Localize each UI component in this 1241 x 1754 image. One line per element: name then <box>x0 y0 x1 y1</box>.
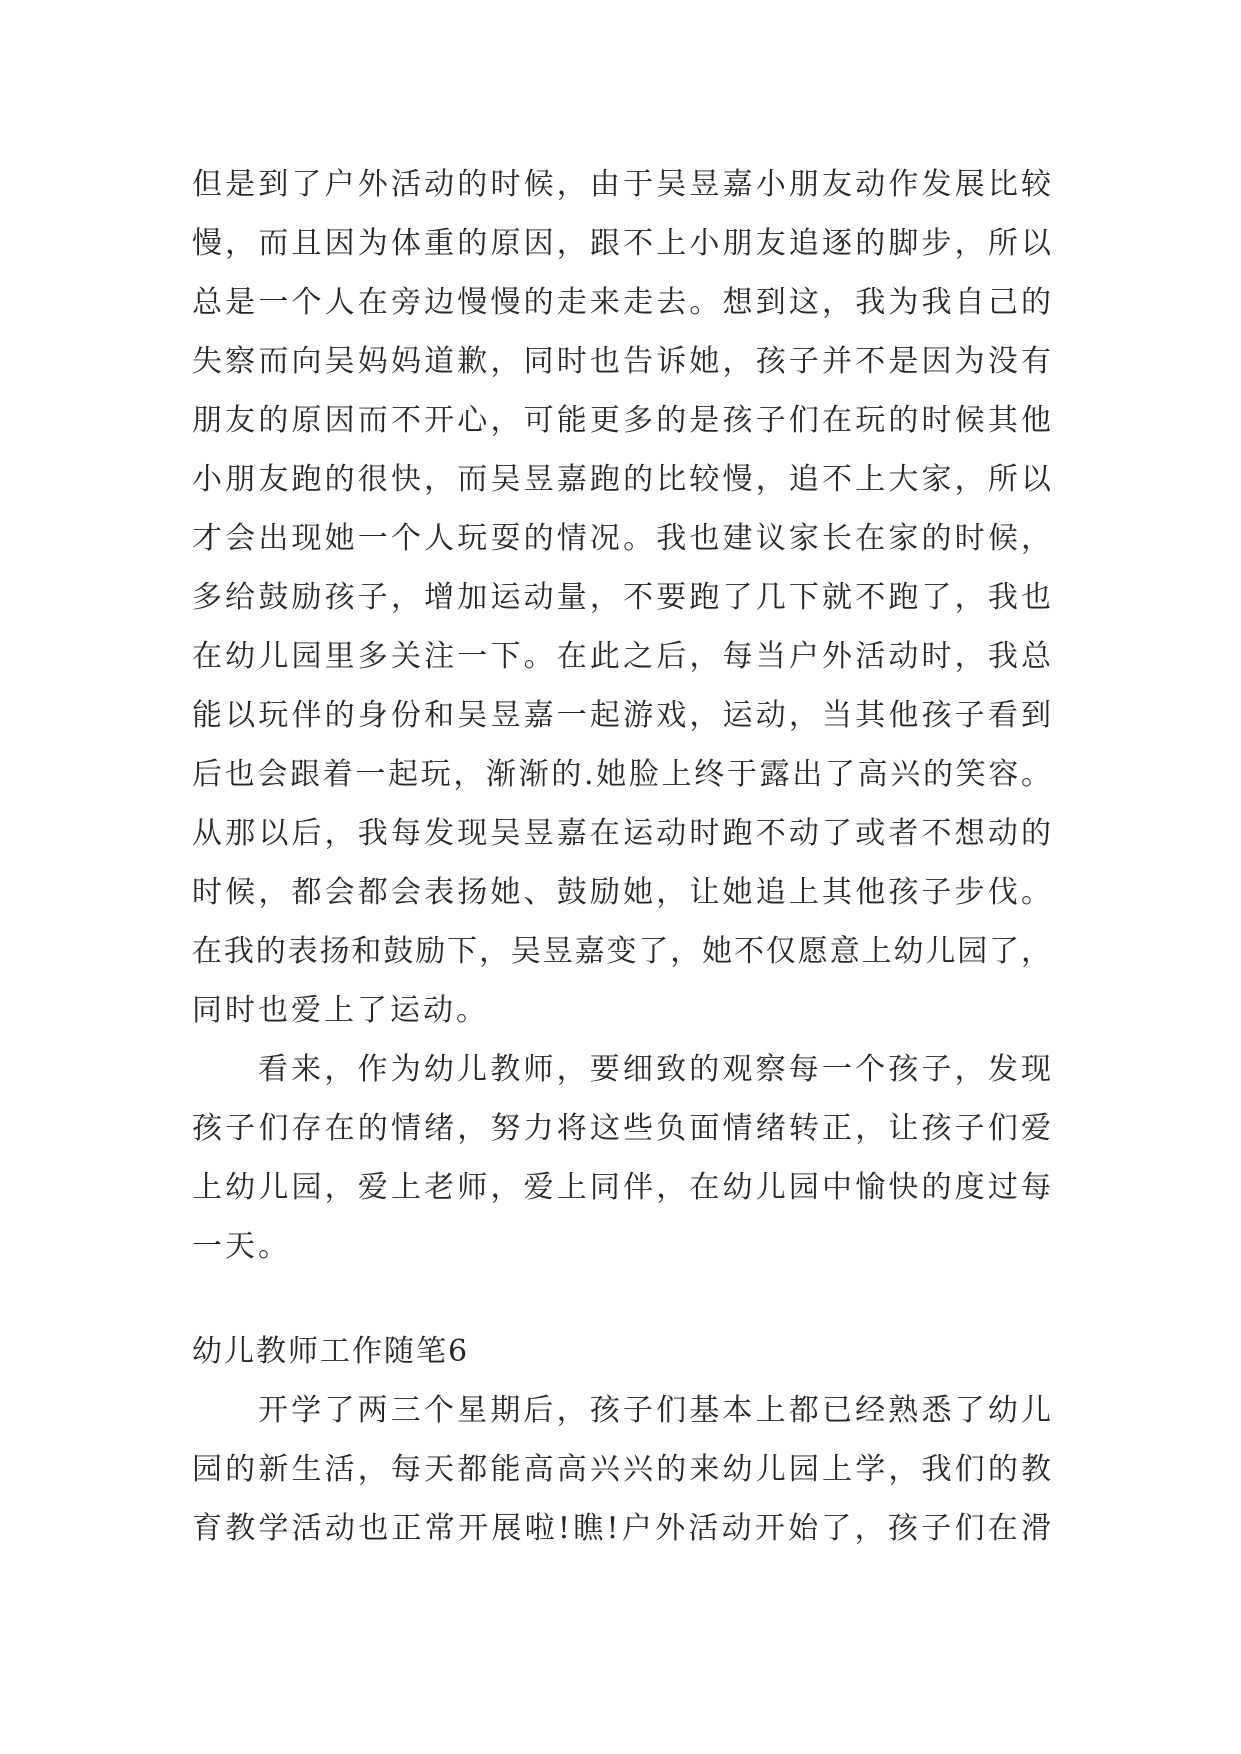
text-line: 能以玩伴的身份和吴昱嘉一起游戏，运动，当其他孩子看到 <box>192 698 1051 733</box>
text-line: 从那以后，我每发现吴昱嘉在运动时跑不动了或者不想动的 <box>192 816 1051 851</box>
paragraph-section <box>192 1381 1051 1558</box>
text-line: 看来，作为幼儿教师，要细致的观察每一个孩子，发现 <box>258 1052 1051 1087</box>
text-line: 育教学活动也正常开展啦!瞧!户外活动开始了，孩子们在滑 <box>192 1511 1051 1546</box>
text-line: 慢，而且因为体重的原因，跟不上小朋友追逐的脚步，所以 <box>192 226 1051 261</box>
text-line: 失察而向吴妈妈道歉，同时也告诉她，孩子并不是因为没有 <box>192 344 1051 379</box>
text-line: 上幼儿园，爱上老师，爱上同伴，在幼儿园中愉快的度过每 <box>192 1170 1051 1205</box>
text-line: 园的新生活，每天都能高高兴兴的来幼儿园上学，我们的教 <box>192 1452 1051 1487</box>
text-line: 时候，都会都会表扬她、鼓励她，让她追上其他孩子步伐。 <box>192 875 1051 910</box>
text-line: 孩子们存在的情绪，努力将这些负面情绪转正，让孩子们爱 <box>192 1111 1051 1146</box>
text-line: 开学了两三个星期后，孩子们基本上都已经熟悉了幼儿 <box>258 1393 1051 1428</box>
paragraph-closing <box>192 1040 1051 1276</box>
document-body <box>192 155 1051 1558</box>
text-line: 小朋友跑的很快，而吴昱嘉跑的比较慢，追不上大家，所以 <box>192 462 1051 497</box>
text-line: 但是到了户外活动的时候，由于吴昱嘉小朋友动作发展比较 <box>192 167 1051 202</box>
text-line: 同时也爱上了运动。 <box>192 993 489 1028</box>
text-line: 才会出现她一个人玩耍的情况。我也建议家长在家的时候， <box>192 521 1051 556</box>
section-title: 幼儿教师工作随笔6 <box>192 1334 470 1369</box>
text-line: 一天。 <box>192 1229 291 1264</box>
text-line: 多给鼓励孩子，增加运动量，不要跑了几下就不跑了，我也 <box>192 580 1051 615</box>
paragraph-continued <box>192 155 1051 1040</box>
text-line: 总是一个人在旁边慢慢的走来走去。想到这，我为我自己的 <box>192 285 1051 320</box>
text-line: 在我的表扬和鼓励下，吴昱嘉变了，她不仅愿意上幼儿园了， <box>192 934 1051 969</box>
text-line: 后也会跟着一起玩，渐渐的.她脸上终于露出了高兴的笑容。 <box>192 757 1051 792</box>
text-line: 朋友的原因而不开心，可能更多的是孩子们在玩的时候其他 <box>192 403 1051 438</box>
text-line: 在幼儿园里多关注一下。在此之后，每当户外活动时，我总 <box>192 639 1051 674</box>
